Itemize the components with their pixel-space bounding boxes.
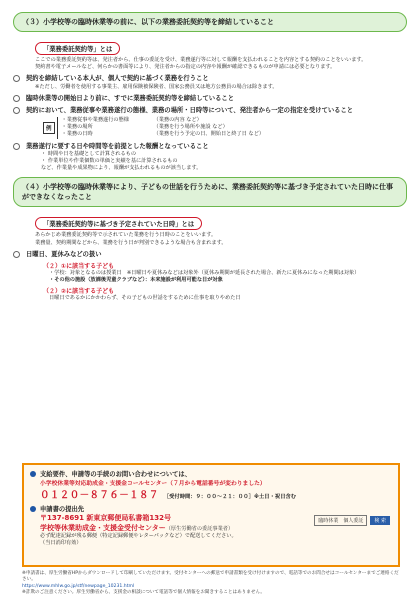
definition-text-3: あらかじめ業務委託契約等で示されていた業務を行う日時のことをいいます。	[35, 232, 217, 239]
definition-text-2: 契約書や電子メールなど、何らかの書面等により、発注者からの指定の内容や報酬が確認できるものが申請には必要となります。	[35, 64, 336, 71]
premise-item: ・ 時間や日を基礎として計算されるもの	[41, 150, 137, 157]
inquiry-text: 支給要件、申請等の手続のお問い合わせについては、	[40, 471, 191, 478]
definition-text-1: ここでの業務委託契約等は、発注者から、仕事の委託を受け、業務遂行等に対して報酬を支払われることを内容とする契約のことをいいます。	[35, 57, 367, 64]
definition-pill-2: 「業務委託契約等に基づき予定されていた日時」とは	[35, 217, 202, 230]
bullet-start: 臨時休業等の開始日より前に、すでに業務委託契約等を締結していること	[13, 94, 407, 103]
definition-block-2	[35, 211, 407, 246]
premise-item: ・ 作業単位や作業個数の単価と実績を基に計算されるもの	[41, 157, 178, 164]
sub-label-1: （２）①に該当する子ども	[43, 262, 115, 270]
section-4-heading: （４）小学校等の臨時休業等により、子どもの世話を行うために、業務委託契約等に基づき予定されていた日時に仕事ができなくなったこと	[13, 177, 407, 207]
definition-text-4: 業務量、契約期間などから、業務を行う日が判別できるような場合も含まれます。	[35, 239, 227, 246]
call-center-name: 小学校休業等対応助成金・支援金コールセンター（７月から電話番号が変わりました）	[40, 481, 266, 487]
footer-url[interactable]: https://www.mhlw.go.jp/stf/newpage_10231.html	[22, 583, 135, 589]
phone-hours: ［受付時間：９：００～２１：００］※土日・祝日含む	[163, 494, 297, 500]
search-badge[interactable]	[314, 515, 390, 526]
example-item: ・業務従事や業務遂行の態様 （業務の内容 など）	[61, 117, 202, 124]
definition-block-1	[35, 36, 407, 71]
circle-bullet-icon	[13, 143, 20, 150]
bullet-individual: 契約を締結している本人が、個人で契約に基づく業務を行うこと	[13, 74, 407, 83]
circle-bullet-icon	[13, 75, 20, 82]
bullet-premise: 業務遂行に要する日や時間等を前提とした報酬となっていること	[13, 142, 407, 151]
circle-bullet-icon	[13, 95, 20, 102]
section-3-heading: （３）小学校等の臨時休業等の前に、以下の業務委託契約等を締結していること	[13, 12, 407, 32]
search-button[interactable]: 検 索	[370, 516, 390, 525]
mail-note: 必ず配達記録が残る郵便（特定記録郵便やレターパックなど）で配送してください。	[40, 533, 237, 540]
sub-item-any-day: 日曜日であるかにかかわらず、その子どもの世話をするために仕事を取りやめた日	[49, 295, 241, 302]
postal-address: 〒137-8691 新東京郵便局私書箱132号	[40, 514, 172, 522]
mail-note-2: （当日消印有効）	[40, 540, 82, 547]
bullet-dot-icon	[30, 506, 36, 512]
note-individual: ※ただし、労働者を使用する事業主、雇用保険被保険者、国家公務員又は地方公務員の場合は除きます。	[35, 83, 278, 90]
footer-note-1: ※申請書は、厚生労働省HPからダウンロードして印刷していただけます。受付センターへの郵送で申請書類を受け付けますので、電話等でのお問合せはコールセンターまでご連絡ください。	[22, 571, 399, 583]
footer-note-2: ※詐欺のご注意ください。厚生労働省から、支援金の相談について電話等で個人情報をお聞きすることはありません。	[22, 590, 265, 596]
premise-list	[41, 151, 407, 173]
phone-number[interactable]: ０１２０－８７６－１８７	[40, 490, 159, 501]
definition-pill-1: 「業務委託契約等」とは	[35, 42, 120, 55]
example-label: 例	[43, 122, 55, 134]
receiving-center: 学校等休業助成金・支援金受付センター（厚生労働省の委託事業者）	[40, 524, 234, 532]
sub-item-facility: ・その他の施設（放課後児童クラブなど）：本来施設が利用可能な日が対象	[49, 277, 223, 284]
circle-bullet-icon	[13, 251, 20, 258]
example-item: ・業務の場所 （業務を行う場所や施設 など）	[61, 124, 228, 131]
example-block	[43, 117, 407, 139]
submission-label: 申請書の提出先	[40, 506, 85, 513]
bullet-dot-icon	[30, 471, 36, 477]
bullet-holiday: 日曜日、夏休みなどの扱い	[13, 250, 407, 259]
example-item: ・業務の日時 （業務を行う予定の日、開始日と終了日 など）	[61, 131, 265, 138]
sub-item-school: ・学校：対象となるのは授業日 ※日曜日や夏休みなどは対象外（夏休み期間が延長された場合、新たに夏休みになった期間は対象）	[49, 269, 360, 276]
circle-bullet-icon	[13, 107, 20, 114]
inquiry-row	[30, 469, 392, 501]
search-keyword: 臨時休業 個人委託	[314, 515, 367, 526]
footer-notes	[22, 571, 400, 597]
sub-label-2: （２）②に該当する子ども	[43, 288, 115, 296]
example-list	[57, 117, 265, 139]
premise-item: など、作業量や成果物により、報酬が支払われるものが該当します。	[41, 165, 202, 172]
bullet-specify: 契約において、業務従事や業務遂行の態様、業務の場所・日時等について、発注者から一定の指定を受けていること	[13, 106, 407, 115]
